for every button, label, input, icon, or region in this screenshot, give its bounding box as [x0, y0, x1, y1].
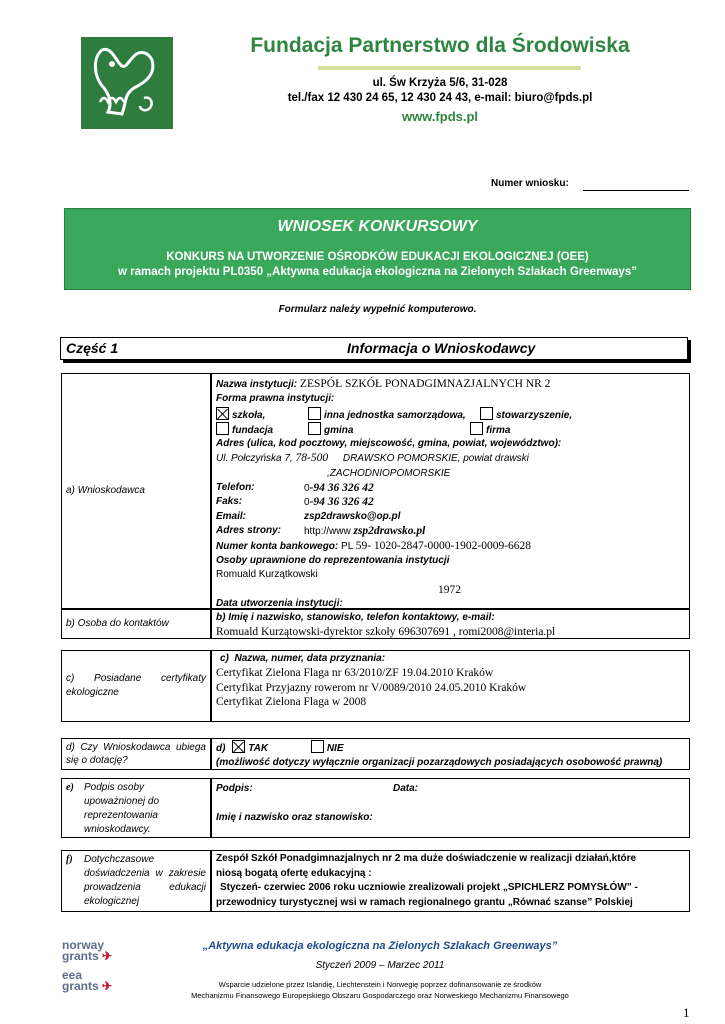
norway-grants-logo — [62, 940, 118, 962]
certificates-label: Nazwa, numer, data przyznania: — [234, 653, 386, 664]
section-f-label-cell — [61, 850, 211, 912]
address-label: Adres (ulica, kod pocztowy, miejscowość, gmina, powiat, województwo): — [216, 437, 562, 449]
grant-note: (możliwość dotyczy wyłącznie organizacji pozarządowych posiadających osobowość prawną) — [216, 757, 663, 769]
application-number-label: Numer wniosku: — [491, 178, 569, 189]
experience-line-1[interactable]: Zespół Szkół Ponadgimnazjalnych nr 2 ma duże doświadczenie w realizacji działań,które — [216, 853, 637, 864]
grant-prefix: d) — [216, 743, 226, 754]
section-a-label-cell — [61, 373, 211, 609]
signature-date-label: Data: — [393, 783, 419, 794]
founded-date-label: Data utworzenia instytucji: — [216, 598, 343, 610]
footer-support-line-1: Wsparcie udzielone przez Islandię, Liechtenstein i Norwegię poprzez dofinansowanie ze środków — [218, 980, 542, 989]
option-yes: TAK — [248, 743, 269, 754]
section-c-label: c) Posiadane certyfikaty ekologiczne — [66, 673, 206, 698]
certificate-2[interactable]: Certyfikat Przyjazny rowerom nr V/0089/2010 24.05.2010 Kraków — [216, 681, 527, 694]
institution-name-value[interactable]: ZESPÓŁ SZKÓŁ PONADGIMNAZJALNYCH NR 2 — [299, 378, 551, 390]
certificate-1[interactable]: Certyfikat Zielona Flaga nr 63/2010/ZF 19.04.2010 Kraków — [216, 667, 494, 680]
experience-line-4[interactable]: przewodnicy turystycznej wsi w ramach regionalnego grantu „Równać szanse” Polskiej — [216, 896, 633, 908]
option-no: NIE — [326, 743, 344, 754]
bank-account-value[interactable]: 59- 1020-2847-0000-1902-0009-6628 — [355, 539, 532, 552]
signatory-name-label: Imię i nazwisko oraz stanowisko: — [216, 812, 373, 823]
footer-period: Styczeń 2009 – Marzec 2011 — [315, 960, 445, 971]
title-underline — [318, 66, 581, 70]
norway-grants-flag-icon: ✈ — [98, 949, 113, 963]
organization-address: ul. Św Krzyża 5/6, 31-028 — [372, 77, 508, 89]
phone-label: Telefon: — [216, 482, 255, 494]
foundation-logo-icon — [82, 38, 172, 128]
legal-form-label: Forma prawna instytucji: — [216, 393, 335, 405]
section-e-content[interactable] — [211, 778, 690, 838]
eea-grants-flag-icon: ✈ — [98, 979, 113, 993]
checkbox-no[interactable] — [311, 740, 324, 753]
section-f-content[interactable] — [211, 850, 690, 912]
section-e-label-cell — [61, 778, 211, 838]
section-f-label: Dotychczasowe doświadczenia w zakresie prowadzenia edukacji ekologicznej — [84, 854, 206, 907]
form-subtitle-2: w ramach projektu PL0350 „Aktywna edukacja ekologiczna na Zielonych Szlakach Greenways” — [118, 266, 637, 278]
section-a-label: a) Wnioskodawca — [66, 485, 145, 496]
checkbox-school[interactable] — [216, 407, 229, 420]
checkbox-local-government[interactable] — [308, 407, 321, 420]
form-subtitle-1: KONKURS NA UTWORZENIE OŚRODKÓW EDUKACJI EKOLOGICZNEJ (OEE) — [166, 251, 589, 263]
legal-form-foundation: fundacja — [232, 424, 274, 436]
website-value[interactable]: zsp2drawsko.pl — [353, 525, 426, 538]
norway-grants-logo-text: norway grants — [62, 938, 105, 963]
website-prefix[interactable]: http://www — [304, 526, 351, 538]
form-banner — [64, 208, 691, 290]
checkbox-municipality[interactable] — [308, 422, 321, 435]
section-f-prefix: f) — [66, 854, 73, 865]
fax-label: Faks: — [216, 496, 243, 508]
page-number: 1 — [683, 1005, 690, 1020]
checkbox-yes[interactable] — [232, 740, 245, 753]
phone-prefix[interactable]: 0 — [304, 483, 310, 495]
legal-form-company: firma — [486, 424, 511, 436]
part-title: Informacja o Wnioskodawcy — [347, 340, 536, 356]
address-region[interactable]: ,ZACHODNIOPOMORSKIE — [327, 467, 451, 479]
footer-project-title: „Aktywna edukacja ekologiczna na Zielonych Szlakach Greenways” — [202, 940, 558, 952]
checkbox-association[interactable] — [480, 407, 493, 420]
section-c-label-cell — [61, 650, 211, 722]
certificates-prefix: c) — [220, 653, 229, 664]
eea-grants-logo — [62, 970, 118, 992]
address-city[interactable]: DRAWSKO POMORSKIE, powiat drawski — [342, 453, 529, 465]
legal-form-association: stowarzyszenie, — [496, 409, 573, 421]
fax-prefix[interactable]: 0 — [304, 497, 310, 509]
section-b-label: b) Osoba do kontaktów — [66, 618, 169, 629]
checkbox-company[interactable] — [470, 422, 483, 435]
section-d-label: d) Czy Wnioskodawca ubiega się o dotację? — [66, 742, 206, 766]
fax-value[interactable]: -94 36 326 42 — [309, 496, 374, 509]
section-b-label-cell — [61, 609, 211, 639]
contact-person-value[interactable]: Romuald Kurzątowski-dyrektor szkoły 696307691 , romi2008@interia.pl — [216, 626, 556, 639]
address-street[interactable]: Ul. Połczyńska 7, — [216, 453, 293, 465]
experience-line-3[interactable]: Styczeń- czerwiec 2006 roku uczniowie zrealizowali projekt „SPICHLERZ POMYSŁÓW” - — [220, 882, 638, 893]
contact-person-label: b) Imię i nazwisko, stanowisko, telefon kontaktowy, e-mail: — [216, 612, 495, 623]
institution-name-label: Nazwa instytucji: — [216, 379, 298, 390]
certificate-3[interactable]: Certyfikat Zielona Flaga w 2008 — [216, 696, 367, 709]
founded-year-value[interactable]: 1972 — [438, 583, 461, 596]
phone-value[interactable]: -94 36 326 42 — [309, 482, 374, 495]
organization-contact — [180, 76, 700, 106]
legal-form-local-government: inna jednostka samorządowa, — [324, 409, 466, 421]
checkbox-foundation[interactable] — [216, 422, 229, 435]
address-postcode[interactable]: 78-500 — [295, 452, 329, 465]
authorized-persons-value[interactable]: Romuald Kurzątkowski — [216, 569, 318, 581]
footer-support-text — [130, 979, 630, 1001]
bank-account-label: Numer konta bankowego: — [216, 540, 339, 552]
section-d-label-cell — [61, 738, 211, 770]
bank-account-prefix[interactable]: PL — [341, 540, 353, 552]
section-e-label: Podpis osoby upoważnionej do reprezentowania wnioskodawcy. — [84, 782, 160, 835]
organization-name: Fundacja Partnerstwo dla Środowiska — [250, 34, 630, 57]
part-number: Część 1 — [66, 340, 119, 356]
section-c-content[interactable] — [211, 650, 690, 722]
footer-logos — [62, 940, 122, 992]
eea-grants-logo-text: eea grants — [62, 968, 99, 993]
organization-website[interactable]: www.fpds.pl — [401, 109, 479, 124]
legal-form-municipality: gmina — [324, 424, 354, 436]
form-title: WNIOSEK KONKURSOWY — [277, 218, 478, 235]
footer-support-line-2: Mechanizmu Finansowego Europejskiego Obszaru Gospodarczego oraz Norweskiego Mechanizmu Finansowego — [191, 991, 569, 1000]
section-e-prefix: e) — [66, 782, 74, 793]
experience-line-2[interactable]: niosą bogatą ofertę edukacyjną : — [216, 867, 372, 879]
signature-label: Podpis: — [216, 783, 253, 794]
section-b-content[interactable] — [211, 609, 690, 639]
form-instruction: Formularz należy wypełnić komputerowo. — [278, 304, 477, 315]
email-label: Email: — [216, 510, 247, 522]
website-label: Adres strony: — [216, 525, 282, 537]
foundation-logo — [81, 37, 173, 129]
authorized-persons-label: Osoby uprawnione do reprezentowania instytucji — [216, 555, 450, 566]
part-header — [60, 337, 688, 360]
legal-form-school: szkoła, — [232, 409, 266, 421]
organization-phone-email: tel./fax 12 430 24 65, 12 430 24 43, e-mail: biuro@fpds.pl — [287, 92, 593, 104]
section-a-content[interactable] — [211, 373, 690, 609]
section-d-content[interactable] — [211, 738, 690, 770]
application-number-field[interactable] — [583, 190, 689, 191]
email-value[interactable]: zsp2drawsko@op.pl — [304, 510, 401, 522]
